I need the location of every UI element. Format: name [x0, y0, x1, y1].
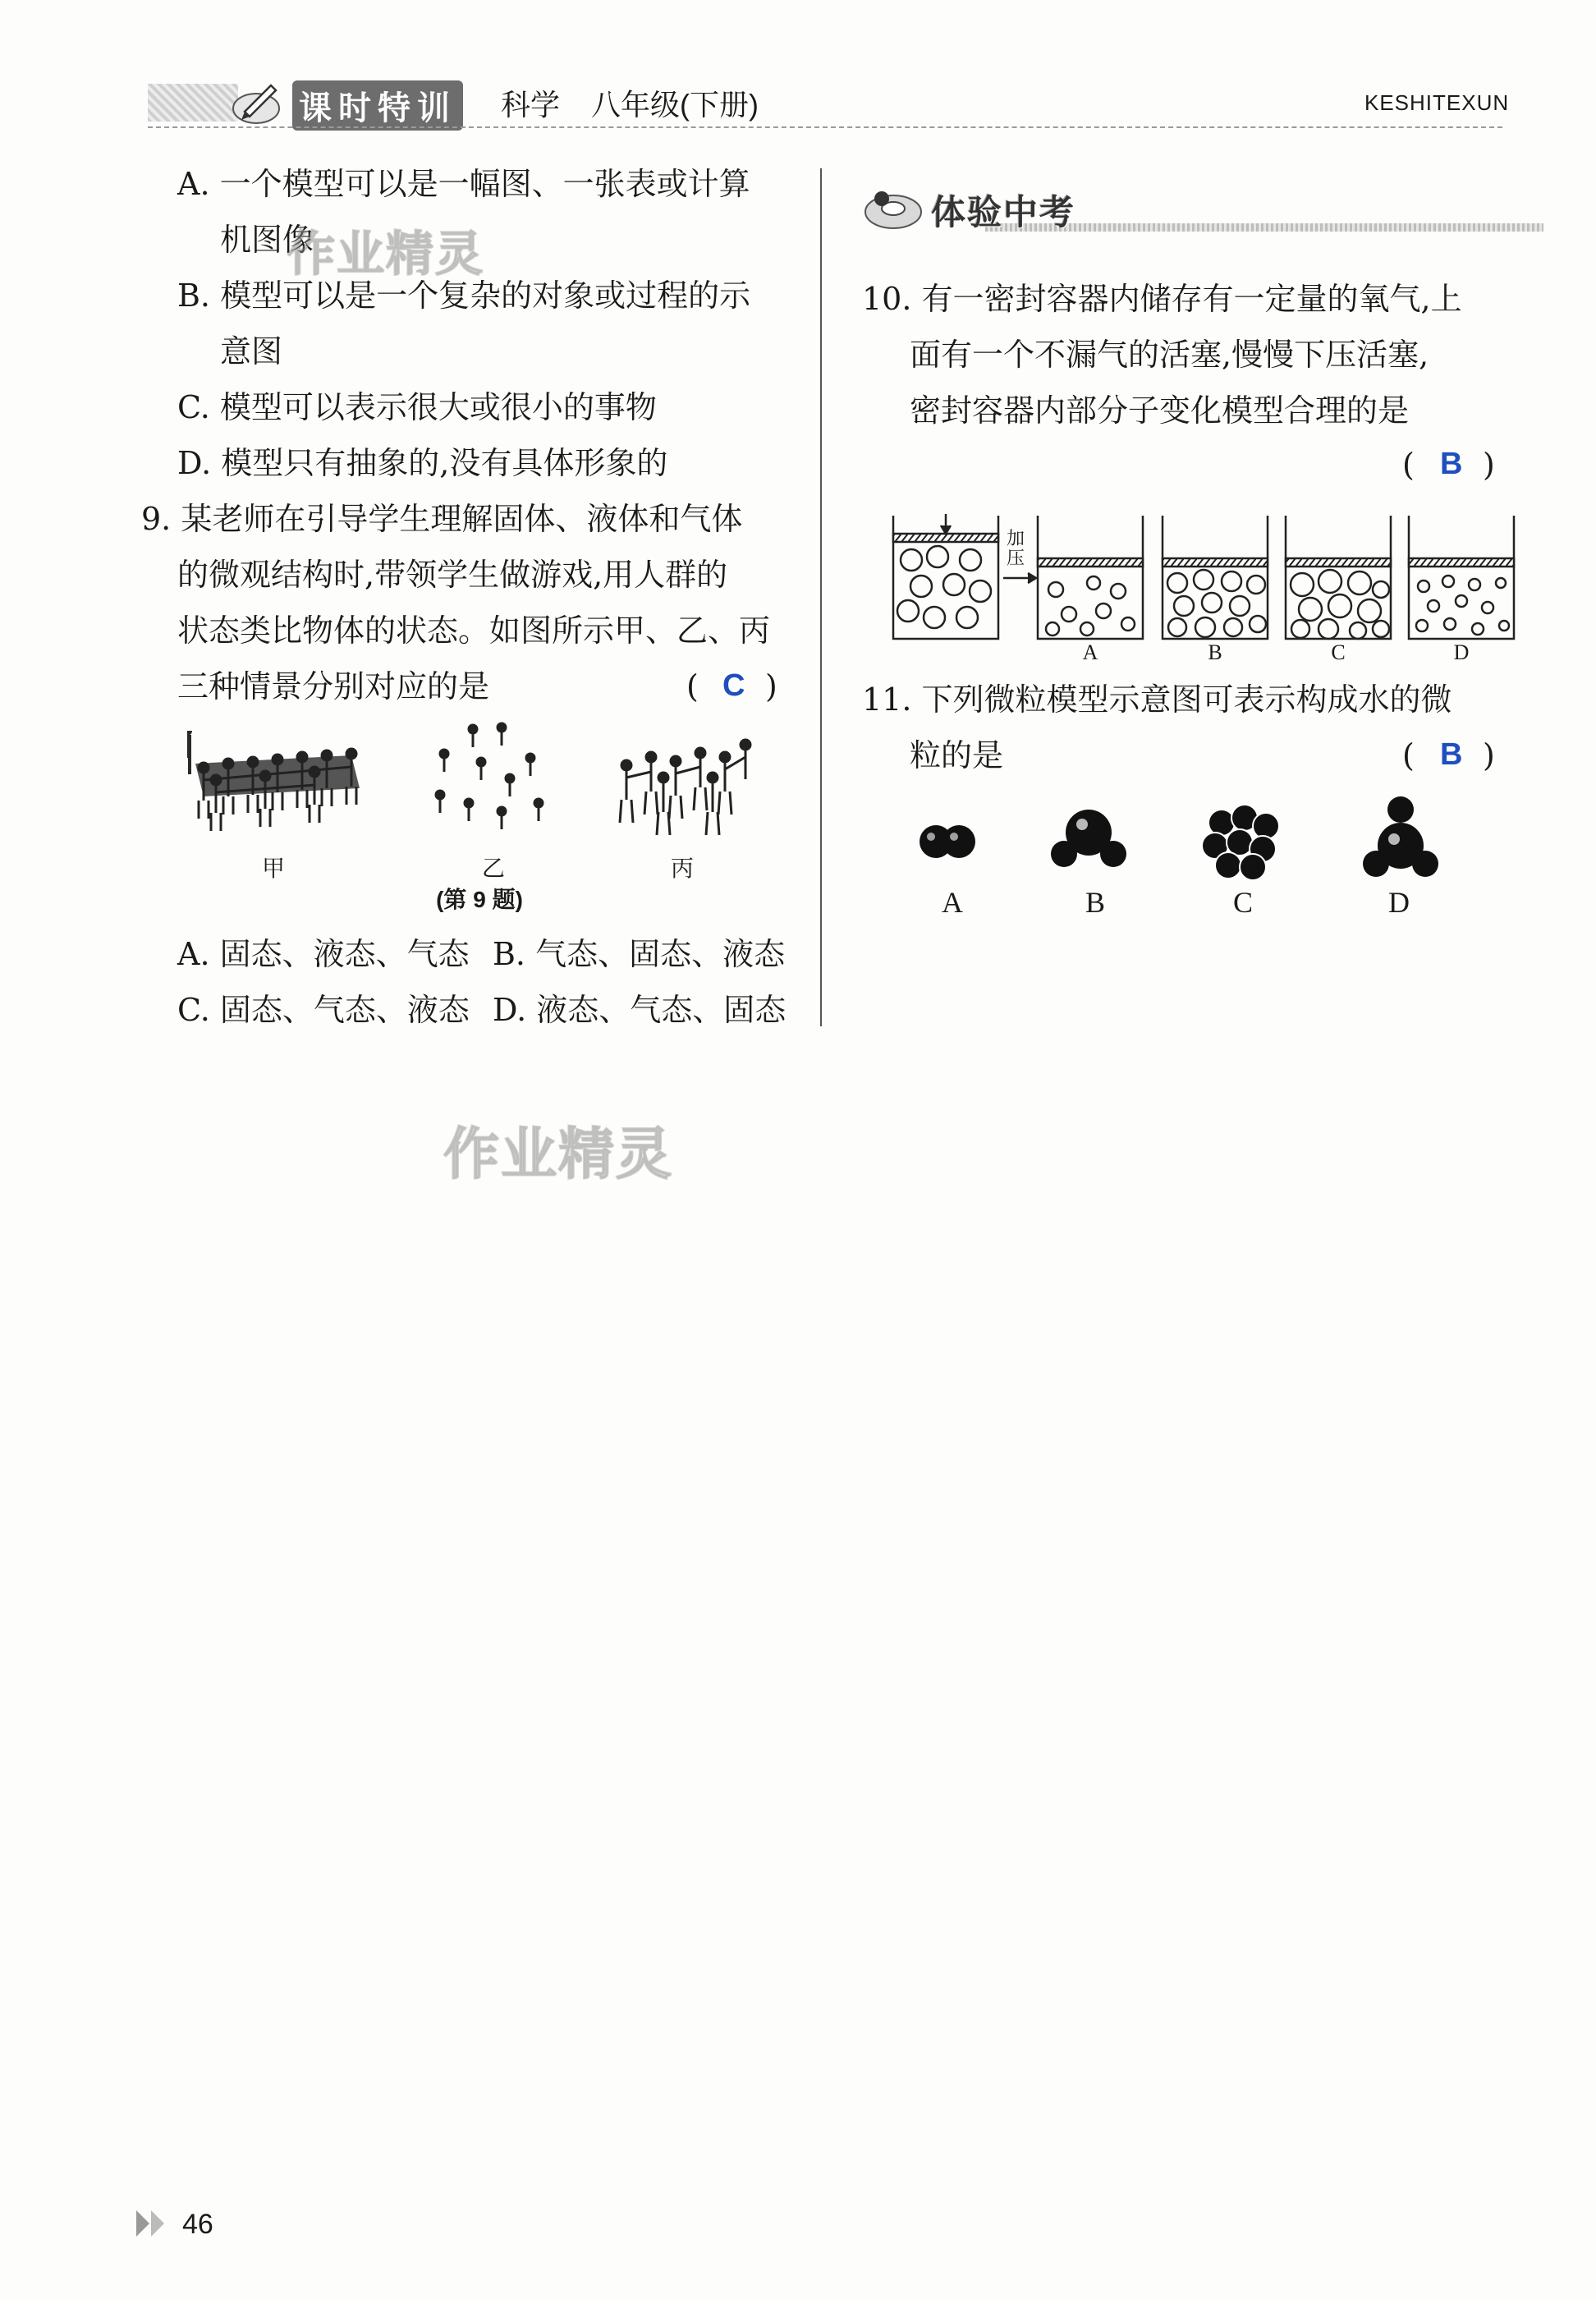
q11-line2: 粒的是 — [910, 737, 1004, 773]
q9-fig-label-bing: 丙 — [670, 855, 694, 882]
q11-molecule-a — [916, 817, 982, 866]
q8-option-b-line1: B. 模型可以是一个复杂的对象或过程的示 — [177, 278, 751, 314]
q10-figure-containers — [888, 509, 1520, 662]
watermark-middle: 作业精灵 — [443, 1122, 674, 1187]
q9-option-d: D. 液态、气态、固态 — [493, 992, 787, 1028]
q11-answer: B — [1440, 737, 1463, 772]
q11-fig-label-a: A — [942, 886, 963, 919]
q10-option-c-container — [1286, 516, 1391, 639]
q9-answer: C — [722, 668, 745, 703]
q9-option-b: B. 气态、固态、液态 — [493, 936, 786, 972]
q11-molecule-d — [1353, 793, 1443, 883]
q9-figure-caption: (第 9 题) — [436, 887, 523, 912]
q9-figure-liquid-crowd — [614, 732, 754, 839]
q9-line3: 状态类比物体的状态。如图所示甲、乙、丙 — [177, 613, 771, 649]
brand-label: KESHITEXUN — [1364, 90, 1510, 115]
q11-fig-label-c: C — [1232, 886, 1253, 919]
q9-figure-gas-crowd — [424, 721, 555, 836]
q11-molecule-b — [1048, 803, 1130, 877]
q10-line1: 10. 有一密封容器内储存有一定量的氧气,上 — [862, 281, 1462, 317]
q10-answer: B — [1440, 447, 1463, 481]
series-title: 课时特训 — [292, 80, 463, 131]
q10-fig-label-c: C — [1331, 640, 1346, 664]
q10-fig-label-b: B — [1208, 640, 1222, 664]
q8-option-b-line2: 意图 — [220, 333, 283, 369]
grade-label: 八年级(下册) — [591, 88, 759, 122]
q9-line4: 三种情景分别对应的是 — [177, 668, 490, 704]
header — [148, 76, 1510, 133]
q9-option-c: C. 固态、气态、液态 — [177, 992, 470, 1028]
section-banner — [862, 181, 1502, 238]
q11-answer-open: ( — [1402, 737, 1415, 773]
pencil-logo-icon — [230, 76, 287, 128]
banner-disc-icon — [862, 184, 928, 233]
watermark-top: 作业精灵 — [287, 226, 485, 282]
q10-line3: 密封容器内部分子变化模型合理的是 — [910, 392, 1410, 429]
q8-option-d: D. 模型只有抽象的,没有具体形象的 — [177, 445, 668, 481]
q8-option-a-line2: 机图像 — [220, 222, 314, 258]
column-divider — [820, 168, 822, 1026]
q9-answer-open: ( — [686, 668, 699, 704]
q9-figure-solid-crowd — [187, 731, 368, 837]
header-stripe — [148, 84, 238, 122]
q10-answer-close: ) — [1483, 447, 1495, 483]
q9-line2: 的微观结构时,带领学生做游戏,用人群的 — [177, 557, 728, 593]
q11-line1: 11. 下列微粒模型示意图可表示构成水的微 — [862, 681, 1452, 718]
section-title: 体验中考 — [931, 193, 1076, 232]
q10-fig-label-d: D — [1453, 640, 1470, 664]
q10-option-d-container — [1409, 516, 1514, 639]
q9-fig-label-yi: 乙 — [481, 855, 505, 882]
q8-option-a-line1: A. 一个模型可以是一幅图、一张表或计算 — [177, 166, 750, 202]
q8-option-c: C. 模型可以表示很大或很小的事物 — [177, 389, 657, 425]
q11-molecule-c — [1197, 800, 1287, 882]
q9-option-a: A. 固态、液态、气态 — [177, 936, 470, 972]
q9-answer-close: ) — [765, 668, 777, 704]
q10-option-a-container — [1038, 516, 1143, 639]
q11-answer-close: ) — [1483, 737, 1495, 773]
q10-line2: 面有一个不漏气的活塞,慢慢下压活塞, — [910, 337, 1429, 373]
page-number: 46 — [182, 2209, 213, 2240]
q9-fig-label-jia: 甲 — [261, 855, 285, 882]
q11-fig-label-d: D — [1388, 886, 1410, 919]
q9-line1: 9. 某老师在引导学生理解固体、液体和气体 — [141, 501, 743, 537]
q11-fig-label-b: B — [1085, 886, 1105, 919]
q10-answer-open: ( — [1402, 447, 1415, 483]
subject-label: 科学 — [501, 88, 561, 122]
q10-fig-label-a: A — [1082, 640, 1098, 664]
q10-option-b-container — [1163, 516, 1268, 639]
q10-original-container — [893, 514, 998, 639]
header-rule — [148, 126, 1502, 128]
page-arrow-icon — [135, 2209, 171, 2238]
q10-press-label: 加压 — [1007, 528, 1025, 568]
